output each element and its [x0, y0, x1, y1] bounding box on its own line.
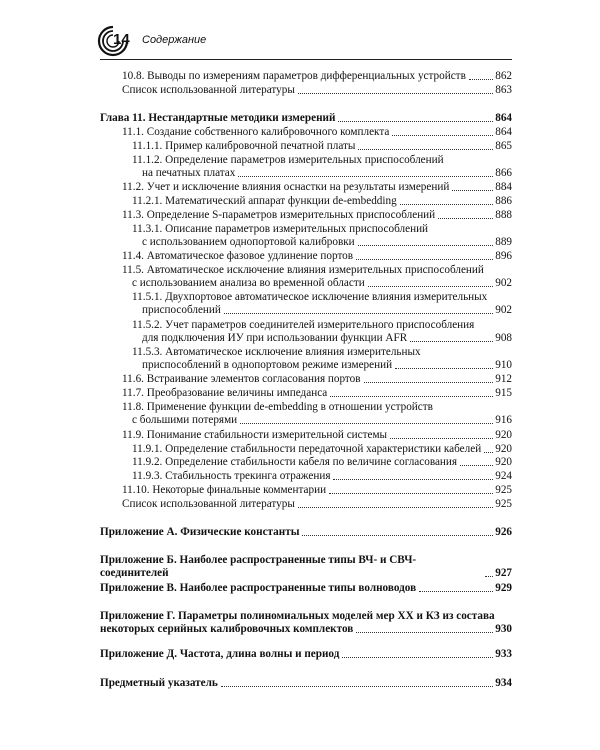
- dot-leader: [390, 438, 493, 439]
- toc-page-number: 886: [495, 195, 512, 207]
- toc-entry-text: с большими потерями: [132, 413, 238, 426]
- toc-entry: [100, 209, 512, 222]
- toc-entry-text: 11.1.2. Определение параметров измерительных приспособлений: [132, 154, 444, 166]
- toc-heading: [100, 610, 512, 636]
- toc-entry-text: 11.8. Применение функции de-embedding в отношении устройств: [122, 401, 433, 413]
- toc-entry: [100, 456, 512, 469]
- dot-leader: [330, 396, 493, 397]
- toc-entry-text: на печатных платах: [142, 166, 236, 179]
- dot-leader: [460, 465, 493, 466]
- toc-entry-text: 11.5. Автоматическое исключение влияния измерительных приспособлений: [122, 264, 484, 276]
- dot-leader: [469, 79, 493, 80]
- toc-entry-text: 11.4. Автоматическое фазовое удлинение портов: [122, 250, 354, 262]
- toc-entry: [100, 470, 512, 483]
- dot-leader: [368, 286, 494, 287]
- toc-page-number: 927: [495, 566, 512, 579]
- toc-entry: [100, 498, 512, 511]
- dot-leader: [358, 149, 493, 150]
- toc-entry-text: приспособлений: [142, 303, 221, 316]
- toc-entry-text: 11.3.1. Описание параметров измерительных приспособлений: [132, 223, 429, 235]
- toc-entry-text: Приложение Д. Частота, длина волны и период: [100, 648, 340, 660]
- toc-page-number: 866: [495, 166, 512, 179]
- toc-entry-text: Приложение А. Физические константы: [100, 526, 300, 538]
- toc-page-number: 925: [495, 484, 512, 496]
- dot-leader: [395, 368, 493, 369]
- toc-entry: [100, 140, 512, 153]
- toc-entry: [100, 181, 512, 194]
- toc-entry: [100, 443, 512, 456]
- dot-leader: [338, 121, 493, 122]
- toc-entry-text: 11.9.3. Стабильность трекинга отражения: [132, 470, 331, 482]
- toc-page-number: 902: [495, 276, 512, 289]
- dot-leader: [356, 632, 493, 633]
- toc-entry-text: 11.9.1. Определение стабильности передаточной характеристики кабелей: [132, 443, 482, 455]
- page-number: 14: [113, 31, 130, 48]
- page-header: [96, 24, 516, 56]
- toc-heading: [100, 677, 512, 690]
- dot-leader: [356, 259, 493, 260]
- toc-entry-text: некоторых серийных калибровочных комплектов: [100, 622, 354, 635]
- dot-leader: [410, 341, 493, 342]
- dot-leader: [302, 535, 493, 536]
- toc-entry: [100, 264, 512, 290]
- toc-entry: [100, 154, 512, 180]
- toc-page-number: 934: [495, 677, 512, 689]
- toc-entry-text: приспособлений в однопортовом режиме измерений: [142, 358, 393, 371]
- toc-entry: [100, 223, 512, 249]
- toc-entry-text: Список использованной литературы: [122, 498, 295, 510]
- dot-leader: [419, 591, 493, 592]
- toc-page-number: 924: [495, 470, 512, 482]
- toc-entry-text: с использованием анализа во временной области: [132, 276, 365, 289]
- dot-leader: [452, 190, 493, 191]
- dot-leader: [298, 507, 493, 508]
- dot-leader: [240, 423, 493, 424]
- toc-page-number: 916: [495, 413, 512, 426]
- toc-entry: [100, 291, 512, 317]
- toc-page-number: 910: [495, 358, 512, 371]
- toc-entry: [100, 70, 512, 83]
- toc-entry: [100, 250, 512, 263]
- toc-page-number: 920: [495, 456, 512, 468]
- dot-leader: [221, 686, 493, 687]
- toc-heading: [100, 582, 512, 595]
- toc-entry-text: Приложение Г. Параметры полиномиальных моделей мер XX и КЗ из состава: [100, 610, 495, 622]
- toc-entry: [100, 429, 512, 442]
- toc-entry: [100, 84, 512, 97]
- toc-page-number: 925: [495, 498, 512, 510]
- dot-leader: [224, 313, 493, 314]
- dot-leader: [484, 452, 493, 453]
- dot-leader: [342, 657, 493, 658]
- toc-page-number: 929: [495, 582, 512, 594]
- toc-entry-text: с использованием однопортовой калибровки: [142, 235, 355, 248]
- dot-leader: [358, 245, 494, 246]
- toc-page-number: 884: [495, 181, 512, 193]
- toc-entry-text: 11.2.1. Математический аппарат функции de-embedding: [132, 195, 397, 207]
- toc-entry-text: Приложение В. Наиболее распространенные типы волноводов: [100, 582, 417, 594]
- toc-heading: [100, 526, 512, 539]
- toc-page-number: 920: [495, 443, 512, 455]
- toc-heading: [100, 648, 512, 661]
- toc-entry-text: Предметный указатель: [100, 677, 218, 689]
- toc-entry-text: Приложение Б. Наиболее распространенные типы ВЧ- и СВЧ-соединителей: [100, 554, 417, 579]
- dot-leader: [400, 204, 494, 205]
- toc-page-number: 908: [495, 331, 512, 344]
- toc-entry: [100, 401, 512, 427]
- toc-entry-text: 11.9. Понимание стабильности измерительной системы: [122, 429, 388, 441]
- toc-page-number: 920: [495, 429, 512, 441]
- toc-page-number: 915: [495, 387, 512, 399]
- toc-entry-text: 11.5.2. Учет параметров соединителей измерительного приспособления: [132, 319, 475, 331]
- toc-page-number: 863: [495, 84, 512, 96]
- toc-page-number: 912: [495, 373, 512, 385]
- toc-entry-text: 11.6. Встраивание элементов согласования портов: [122, 373, 361, 385]
- toc-page-number: 865: [495, 140, 512, 152]
- toc-entry-text: 11.1.1. Пример калибровочной печатной платы: [132, 140, 356, 152]
- dot-leader: [438, 218, 493, 219]
- toc-page-number: 864: [495, 112, 512, 124]
- toc-page-number: 933: [495, 648, 512, 660]
- dot-leader: [238, 176, 493, 177]
- toc-entry-text: для подключения ИУ при использовании функции AFR: [142, 331, 408, 344]
- toc-entry-text: 11.1. Создание собственного калибровочного комплекта: [122, 126, 390, 138]
- toc-entry-text: 11.5.1. Двухпортовое автоматическое исключение влияния измерительных: [132, 291, 488, 303]
- toc-entry-text: 10.8. Выводы по измерениям параметров дифференциальных устройств: [122, 70, 466, 82]
- toc-page-number: 862: [495, 70, 512, 82]
- toc-page-number: 896: [495, 250, 512, 262]
- toc-entry: [100, 126, 512, 139]
- dot-leader: [364, 382, 494, 383]
- toc-entry: [100, 484, 512, 497]
- header-rule: [100, 59, 512, 60]
- toc-entry: [100, 195, 512, 208]
- toc-entry-text: Список использованной литературы: [122, 84, 295, 96]
- toc-entry-text: 11.2. Учет и исключение влияния оснастки на результаты измерений: [122, 181, 450, 193]
- toc-page-number: 902: [495, 303, 512, 316]
- toc-entry: [100, 373, 512, 386]
- toc-entry: [100, 319, 512, 345]
- dot-leader: [485, 576, 493, 577]
- dot-leader: [329, 493, 493, 494]
- toc-entry: [100, 387, 512, 400]
- toc-entry-text: Глава 11. Нестандартные методики измерений: [100, 112, 336, 124]
- toc-page-number: 926: [495, 526, 512, 538]
- toc-page-number: 888: [495, 209, 512, 221]
- dot-leader: [298, 93, 493, 94]
- toc-heading: [100, 554, 512, 580]
- toc-entry-text: 11.5.3. Автоматическое исключение влияния измерительных: [132, 346, 421, 358]
- toc-entry: [100, 346, 512, 372]
- dot-leader: [333, 479, 493, 480]
- toc-entry-text: 11.3. Определение S-параметров измерительных приспособлений: [122, 209, 436, 221]
- dot-leader: [392, 135, 493, 136]
- toc-page-number: 889: [495, 235, 512, 248]
- toc-page-number: 930: [495, 622, 512, 635]
- page-title: Содержание: [142, 34, 207, 46]
- toc-page-number: 864: [495, 126, 512, 138]
- toc-entry-text: 11.10. Некоторые финальные комментарии: [122, 484, 327, 496]
- toc-heading: [100, 112, 512, 125]
- toc-entry-text: 11.9.2. Определение стабильности кабеля по величине согласования: [132, 456, 458, 468]
- toc-entry-text: 11.7. Преобразование величины импеданса: [122, 387, 328, 399]
